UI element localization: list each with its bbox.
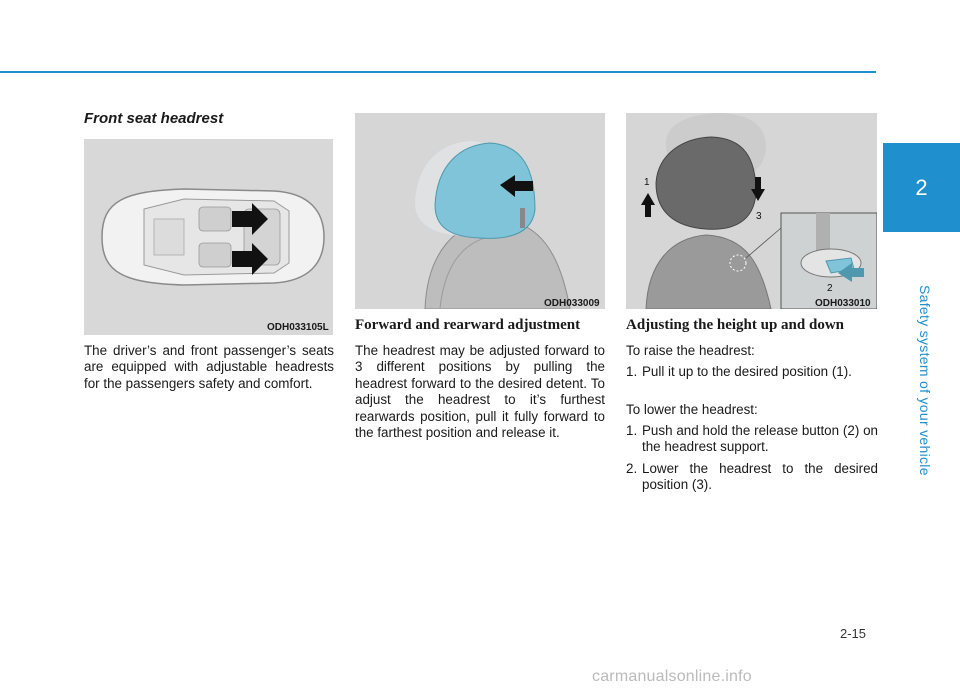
headrest-height-figure [626, 113, 877, 309]
car-top-view-illustration [84, 139, 333, 335]
svg-text:3: 3 [756, 211, 762, 222]
lower-intro: To lower the headrest: [626, 402, 758, 417]
column2-text: The headrest may be adjusted forward to 3 different positions by pulling the headrest forward to the desired detent. To adjust the headrest to it’s furthest rearwards position, pull it fully forward to the farthest position and release it. [355, 343, 605, 441]
lower-step-1-number: 1. [626, 423, 638, 438]
headrest-height-illustration [626, 113, 877, 309]
svg-text:1: 1 [644, 177, 650, 188]
lower-step-2-number: 2. [626, 461, 638, 476]
headrest-forward-figure [355, 113, 605, 309]
figure-code-3: ODH033010 [815, 298, 871, 309]
lower-step-2 [626, 461, 878, 495]
column1-text: The driver’s and front passenger’s seats are equipped with adjustable headrests for the passengers safety and comfort. [84, 343, 334, 391]
header-rule [0, 71, 876, 73]
page-number: 2-15 [840, 626, 867, 641]
svg-text:2: 2 [827, 283, 833, 294]
column2-subheading: Forward and rearward adjustment [355, 317, 581, 333]
chapter-title: Safety system of your vehicle [917, 285, 933, 476]
chapter-tab [883, 143, 960, 232]
column2-paragraph [355, 343, 605, 441]
column3-subheading: Adjusting the height up and down [626, 317, 844, 333]
raise-step-1-text: Pull it up to the desired position (1). [642, 364, 852, 379]
watermark: carmanualsonline.info [592, 668, 752, 685]
lower-step-1 [626, 423, 878, 457]
raise-step-1-number: 1. [626, 364, 638, 379]
car-top-view-figure [84, 139, 333, 335]
lower-step-2-text: Lower the headrest to the desired position (3). [642, 461, 878, 493]
figure-code-1: ODH033105L [267, 322, 329, 333]
figure-code-2: ODH033009 [544, 298, 600, 309]
lower-step-1-text: Push and hold the release button (2) on the headrest support. [642, 423, 878, 455]
section-heading: Front seat headrest [84, 110, 224, 127]
headrest-forward-illustration [355, 113, 605, 309]
raise-step-1 [626, 364, 878, 382]
raise-intro: To raise the headrest: [626, 343, 755, 358]
chapter-number: 2 [915, 175, 928, 200]
column1-paragraph [84, 343, 334, 392]
